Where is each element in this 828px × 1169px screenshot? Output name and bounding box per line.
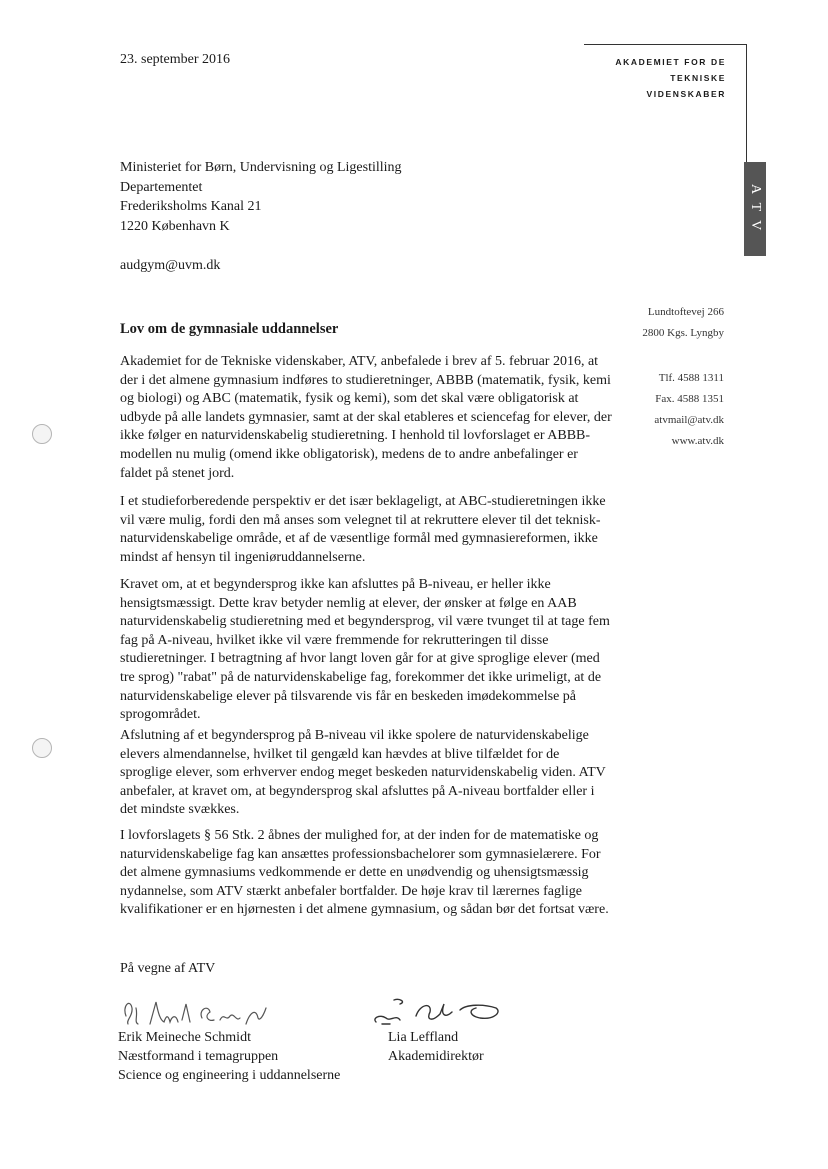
punch-hole [32,424,52,444]
logo-line-1: AKADEMIET FOR DE [615,57,726,67]
atv-tab [744,162,766,256]
signatory-1 [118,1028,340,1085]
paragraph-text: Afslutning af et begyndersprog på B-niveau vil ikke spolere de naturvidenskabelige elevers almendannelse, hvilket til gengæld kan hævdes at blive tilfældet for de sproglige elever, som erhverver endog meget beskeden naturvidenskabelig viden. ATV anbefaler, at kravet om, at begyndersprog skal afsluttes på A-niveau bortfalder eller i det mindste svækkes. [120,728,606,818]
atv-tab-label: A T V [748,184,763,234]
letter-date: 23. september 2016 [120,52,231,67]
paragraph-text: I lovforslagets § 56 Stk. 2 åbnes der mulighed for, at der inden for de matematiske og naturvidenskabelige fag kan ansættes professionsbachelorer som gymnasielærere. For det almene gymnasiums vedkommende er dette en unødvendig og uhensigtsmæssig nydannelse, som ATV stærkt anbefaler bortfalder. De høje krav til lærernes faglige kvalifikationer er en hjørnesten i det almene gymnasium, og sådan bør det fortsat være. [120,828,609,918]
signatory-2-name: Lia Leffland [388,1030,459,1045]
sender-city: 2800 Kgs. Lyngby [642,327,724,339]
logo-rule-vertical [746,44,747,162]
signatory-1-name: Erik Meineche Schmidt [118,1030,251,1045]
body-paragraph-4 [120,727,612,820]
closing-line: På vegne af ATV [120,961,216,976]
body-paragraph-5 [120,827,612,920]
sender-contact [654,368,724,452]
recipient-email: audgym@uvm.dk [120,258,221,273]
atv-logo [615,54,726,102]
sender-fax: Fax. 4588 1351 [655,393,724,405]
signature-lia [370,994,510,1030]
body-paragraph-1 [120,353,612,483]
punch-hole [32,738,52,758]
recipient-address [120,158,402,236]
sender-phone: Tlf. 4588 1311 [658,372,724,384]
sender-address [642,302,724,344]
paragraph-text: I et studieforberedende perspektiv er det især beklageligt, at ABC-studieretningen ikke vil være mulig, fordi den må anses som velegnet til at rekruttere elever til det teknisk-naturvidenskabelige område, et af de væsentlige formål med gymnasiereformen, ikke mindst af hensyn til ingeniøruddannelserne. [120,494,606,565]
recipient-line-3: Frederiksholms Kanal 21 [120,199,262,214]
body-paragraph-2 [120,493,612,567]
recipient-line-1: Ministeriet for Børn, Undervisning og Ligestilling [120,160,402,175]
sender-street: Lundtoftevej 266 [647,306,724,318]
signatory-1-org: Science og engineering i uddannelserne [118,1068,341,1083]
paragraph-text: Kravet om, at et begyndersprog ikke kan afsluttes på B-niveau, er heller ikke hensigtsmæssigt. Dette krav betyder nemlig at elever, der ønsker at følge en AAB naturvidenskabelig studieretning med et begyndersprog, vil være tvunget til at tage fem fag på A-niveau, hvilket ikke vil være fremmende for rekrutteringen til disse studieretninger. I betragtning af hvor langt loven går for at give sproglige elever (med tre sprog) "rabat" på de naturvidenskabelige fag, forekommer det ikke urimeligt, at de naturvidenskabelige elever på tilsvarende vis får en beskeden imødekommelse på sprogområdet. [120,577,610,723]
logo-line-2: TEKNISKE [670,73,726,83]
sender-email: atvmail@atv.dk [654,414,724,426]
paragraph-text: Akademiet for de Tekniske videnskaber, ATV, anbefalede i brev af 5. februar 2016, at der i det almene gymnasium indføres to studieretninger, ABBB (matematik, fysik, kemi og biologi) og ABC (matematik, fysik og kemi), som det skal være obligatorisk at udbyde på alle landets gymnasier, samt at der skal etableres et sciencefag for elever, der ikke følger en naturvidenskabelig studieretning. I henhold til lovforslaget er ABBB-modellen nu mulig (omend ikke obligatorisk), medens de to andre anbefalinger er faldet på stenet jord. [120,354,612,481]
signatory-2-role: Akademidirektør [388,1049,484,1064]
letter-title: Lov om de gymnasiale uddannelser [120,321,339,337]
signatory-2 [388,1028,484,1066]
logo-rule-horizontal [584,44,747,45]
logo-line-3: VIDENSKABER [646,89,726,99]
sender-web: www.atv.dk [671,435,724,447]
signatory-1-role: Næstformand i temagruppen [118,1049,279,1064]
recipient-line-4: 1220 København K [120,218,230,234]
body-paragraph-3 [120,576,612,725]
recipient-line-2: Departementet [120,179,203,195]
